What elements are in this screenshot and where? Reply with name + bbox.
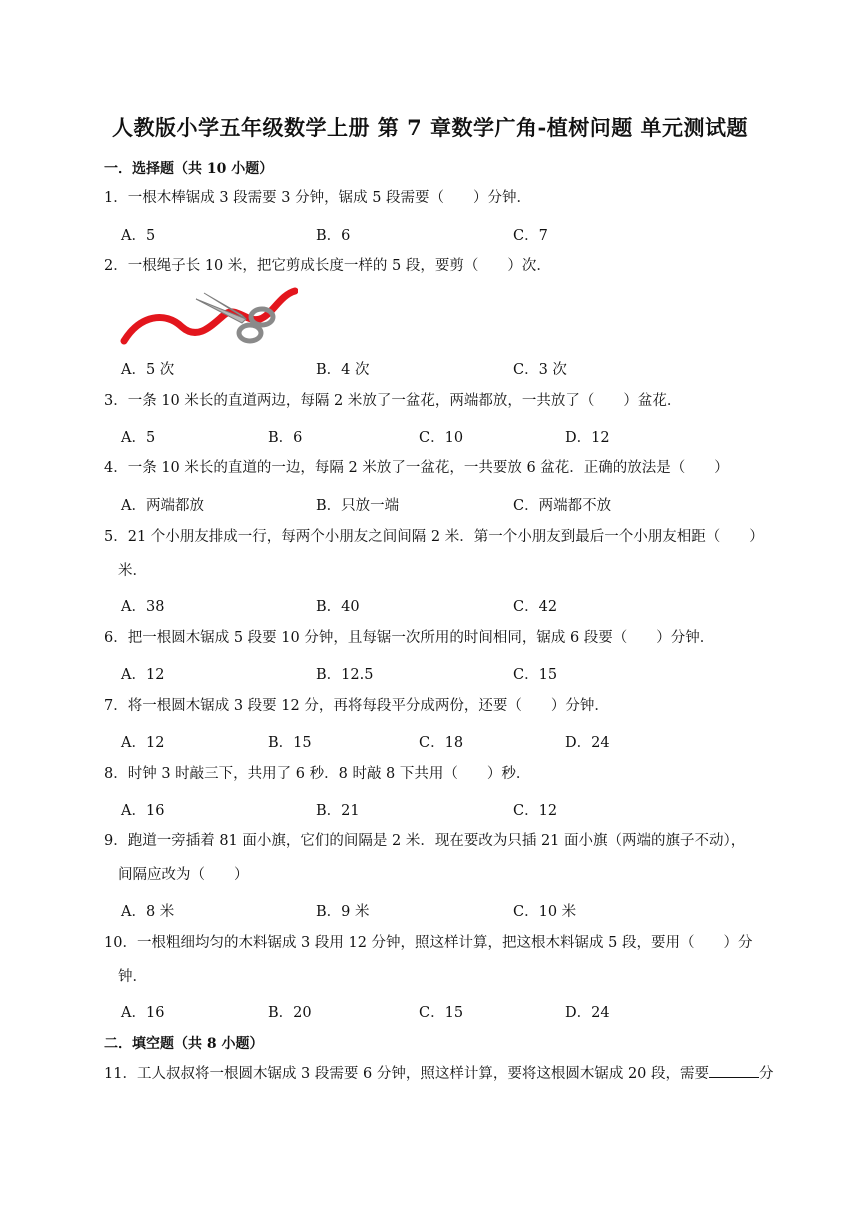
option-c: C．18	[419, 735, 464, 751]
option-c: C．10 米	[513, 904, 577, 920]
option-b: B．15	[268, 735, 312, 751]
question-11	[104, 1057, 784, 1091]
option-b: B．40	[316, 599, 360, 615]
option-b: B．20	[268, 1005, 312, 1021]
question-3: 3．一条 10 米长的直道两边，每隔 2 米放了一盆花，两端都放，一共放了（ ）盆花．	[104, 393, 682, 409]
options-q5	[121, 595, 771, 615]
scissors-cutting-rope-icon	[120, 285, 298, 351]
option-d: D．24	[565, 1005, 610, 1021]
option-d: D．24	[565, 735, 610, 751]
options-q2	[121, 358, 771, 378]
option-b: B．4 次	[316, 362, 370, 378]
options-q7	[121, 731, 771, 751]
question-10-line-1: 10．一根粗细均匀的木料锯成 3 段用 12 分钟，照这样计算，把这根木料锯成 5 段，要用（ ）分	[104, 935, 753, 951]
option-b: B．6	[316, 228, 351, 244]
option-b: B．6	[268, 430, 303, 446]
question-11-text: 11．工人叔叔将一根圆木锯成 3 段需要 6 分钟，照这样计算，要将这根圆木锯成 20 段，需要	[104, 1066, 710, 1082]
options-q9	[121, 900, 771, 920]
section-heading-fill: 二．填空题（共 8 小题）	[104, 1036, 264, 1052]
option-a: A．38	[121, 599, 165, 615]
option-b: B．9 米	[316, 904, 370, 920]
option-c: C．12	[513, 803, 558, 819]
question-10	[104, 926, 764, 994]
options-q8	[121, 799, 771, 819]
page-title: 人教版小学五年级数学上册 第 7 章数学广角-植树问题 单元测试题	[111, 115, 749, 140]
answer-blank	[709, 1063, 759, 1078]
option-b: B．只放一端	[316, 498, 400, 514]
question-4: 4．一条 10 米长的直道的一边，每隔 2 米放了一盆花，一共要放 6 盆花．正确的放法是（ ）	[104, 460, 729, 476]
option-a: A．12	[121, 735, 165, 751]
options-q3	[121, 426, 771, 446]
option-b: B．21	[316, 803, 360, 819]
question-5	[104, 520, 764, 588]
option-c: C．10	[419, 430, 464, 446]
option-b: B．12.5	[316, 667, 374, 683]
option-c: C．42	[513, 599, 558, 615]
question-6: 6．把一根圆木锯成 5 段要 10 分钟，且每锯一次所用的时间相同，锯成 6 段要（ ）分钟．	[104, 630, 715, 646]
option-a: A．5	[121, 228, 156, 244]
option-c: C．15	[513, 667, 558, 683]
option-c: C．3 次	[513, 362, 567, 378]
question-11-text-after: 分	[759, 1066, 774, 1082]
option-a: A．5 次	[121, 362, 175, 378]
option-a: A．两端都放	[121, 498, 204, 514]
question-5-line-2: 米．	[118, 563, 147, 579]
option-d: D．12	[565, 430, 610, 446]
section-heading-choice: 一．选择题（共 10 小题）	[104, 161, 274, 177]
option-c: C．7	[513, 228, 548, 244]
option-c: C．15	[419, 1005, 464, 1021]
options-q4	[121, 494, 771, 514]
question-5-line-1: 5．21 个小朋友排成一行，每两个小朋友之间间隔 2 米．第一个小朋友到最后一个小朋友相距（ ）	[104, 529, 764, 545]
question-9-line-2: 间隔应改为（ ）	[118, 867, 249, 883]
option-a: A．16	[121, 1005, 165, 1021]
question-7: 7．将一根圆木锯成 3 段要 12 分，再将每段平分成两份，还要（ ）分钟．	[104, 698, 609, 714]
question-1: 1．一根木棒锯成 3 段需要 3 分钟，锯成 5 段需要（ ）分钟．	[104, 190, 532, 206]
question-2: 2．一根绳子长 10 米，把它剪成长度一样的 5 段，要剪（ ）次．	[104, 258, 551, 274]
option-a: A．16	[121, 803, 165, 819]
question-9-line-1: 9．跑道一旁插着 81 面小旗，它们的间隔是 2 米．现在要改为只插 21 面小旗（两端的旗子不动），	[104, 833, 746, 849]
option-a: A．8 米	[121, 904, 175, 920]
option-a: A．12	[121, 667, 165, 683]
options-q10	[121, 1001, 771, 1021]
question-9	[104, 824, 764, 892]
options-q1	[121, 224, 771, 244]
options-q6	[121, 663, 771, 683]
option-c: C．两端都不放	[513, 498, 612, 514]
question-8: 8．时钟 3 时敲三下，共用了 6 秒．8 时敲 8 下共用（ ）秒．	[104, 766, 531, 782]
option-a: A．5	[121, 430, 156, 446]
question-10-line-2: 钟．	[118, 969, 147, 985]
